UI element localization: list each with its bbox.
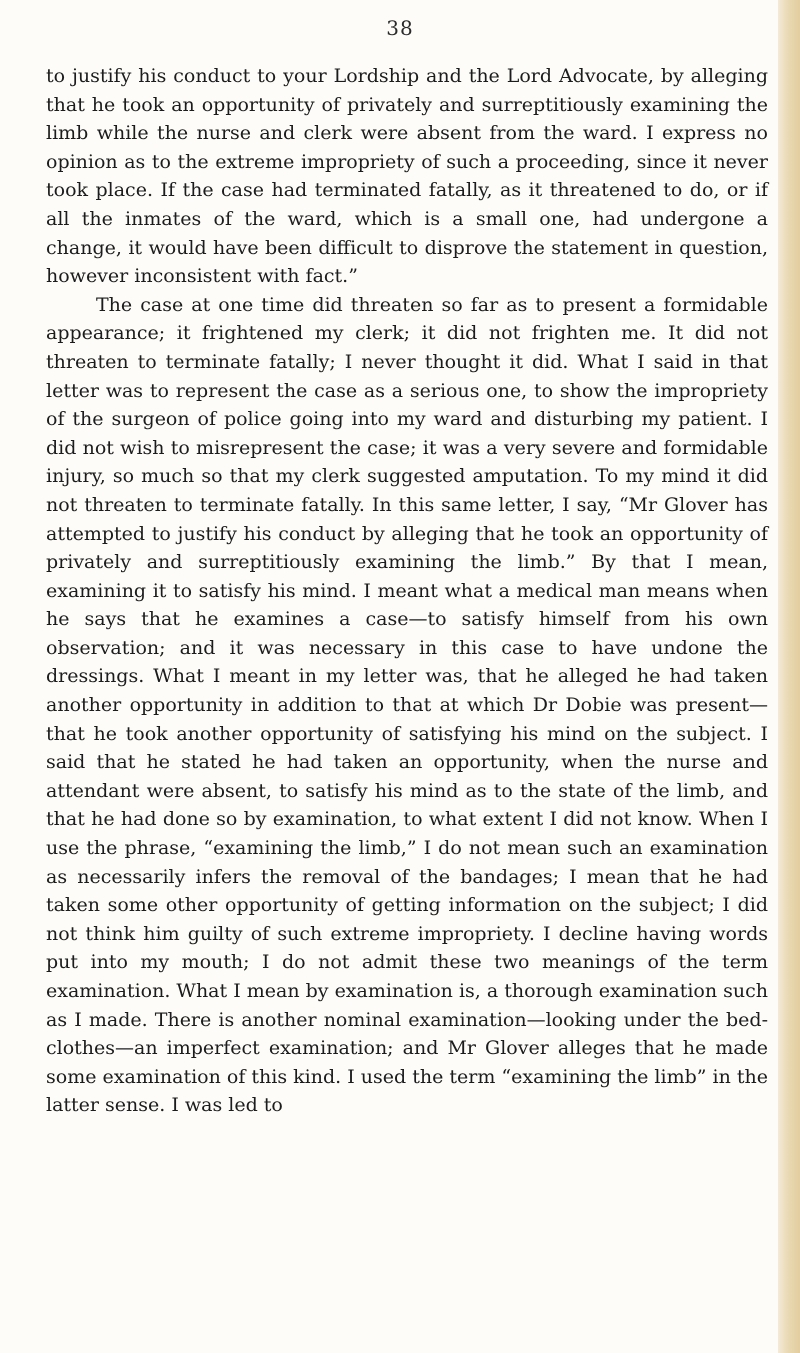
paragraph-2: The case at one time did threaten so far as to present a formidable appearance; it frightened my clerk; it did not frighten me. It did not threaten to terminate fatally; I never thought it did. What I said in that letter was to represent the case as a serious one, to show the impropriety of the surgeon of police going into my ward and disturbing my patient. I did not wish to misrepresent the case; it was a very severe and formidable injury, so much so that my clerk suggested amputation. To my mind it did not threaten to terminate fatally. In this same letter, I say, “Mr Glover has attempted to justify his conduct by alleging that he took an opportunity of privately and surreptitiously examining the limb.” By that I mean, examining it to satisfy his mind. I meant what a medical man means when he says that he examines a case—to satisfy himself from his own observation; and it was necessary in this case to have undone the dressings. What I meant in my letter was, that he alleged he had taken another opportunity in addition to that at which Dr Dobie was present—that he took another opportunity of satisfying his mind on the subject. I said that he stated he had taken an opportunity, when the nurse and attendant were absent, to satisfy his mind as to the state of the limb, and that he had done so by examination, to what extent I did not know. When I use the phrase, “examining the limb,” I do not mean such an examination as necessarily infers the removal of the bandages; I mean that he had taken some other opportunity of getting information on the subject; I did not think him guilty of such extreme impropriety. I decline having words put into my mouth; I do not admit these two meanings of the term examination. What I mean by examination is, a thorough examination such as I made. There is another nominal examination—looking under the bed-clothes—an imperfect examination; and Mr Glover alleges that he made some examination of this kind. I used the term “examining the limb” in the latter sense. I was led to	[46, 293, 768, 1117]
page-edge	[778, 0, 800, 1353]
body-text	[46, 62, 768, 1120]
page-number: 38	[386, 16, 414, 40]
paragraph-1: to justify his conduct to your Lordship and the Lord Advocate, by alleging that he took an opportunity of privately and surreptitiously examining the limb while the nurse and clerk were absent from the ward. I express no opinion as to the extreme impropriety of such a proceeding, since it never took place. If the case had terminated fatally, as it threatened to do, or if all the inmates of the ward, which is a small one, had undergone a change, it would have been difficult to disprove the statement in question, however inconsistent with fact.”	[46, 65, 768, 288]
